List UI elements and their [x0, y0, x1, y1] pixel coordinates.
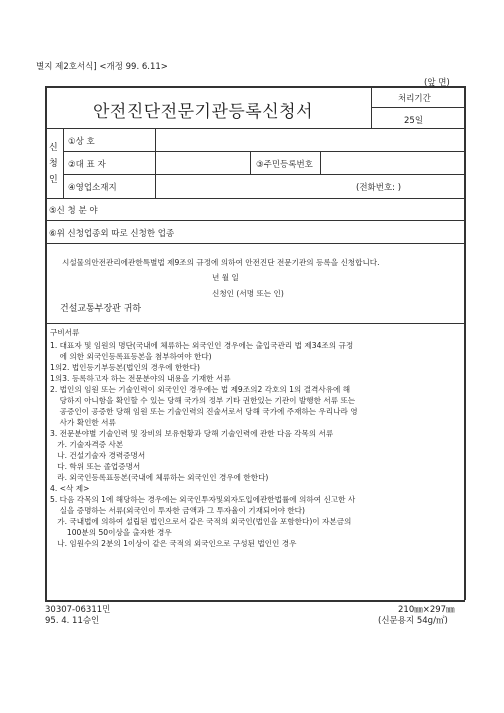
document-line: 2. 법인의 임원 또는 기술인력이 외국인인 경우에는 법 제9조의2 각호의 1의 결격사유에 해	[50, 385, 351, 394]
representative-label: ②대 표 자	[68, 160, 106, 170]
resident-number-label: ③주민등록번호	[256, 160, 313, 170]
document-line: 라. 외국인등록표등본(국내에 체류하는 외국인인 경우에 한한다)	[50, 473, 269, 482]
recipient-line: 건설교통부장관 귀하	[60, 304, 142, 314]
business-address-field[interactable]	[160, 177, 350, 195]
document-line: 1의2. 법인등기부등본(법인의 경우에 한한다)	[50, 363, 200, 372]
representative-field[interactable]	[160, 154, 246, 172]
document-line: 100분의 50이상을 출자한 경우	[50, 528, 172, 537]
document-line: 1의3. 등록하고자 하는 전문분야의 내용을 기재한 서류	[50, 374, 231, 383]
processing-period-label: 처리기간	[398, 94, 431, 104]
business-address-label: ④영업소재지	[68, 183, 117, 193]
form-title: 안전진단전문기관등록신청서	[93, 102, 313, 122]
application-field-input[interactable]	[130, 201, 460, 218]
document-line: 나. 건설기술자 경력증명서	[50, 451, 146, 460]
application-field-label: ⑤신 청 분 야	[49, 206, 98, 216]
documents-list	[50, 340, 358, 549]
footer-paper-type: (신문용지 54g/㎡)	[378, 616, 448, 626]
document-line: 가. 국내법에 의하여 설립된 법인으로서 같은 국적의 외국인(법인을 포함한다)이 자본금의	[50, 517, 352, 526]
footer-approval: 95. 4. 11승인	[45, 616, 100, 626]
date-line: 년 월 일	[212, 273, 239, 282]
document-line: 1. 대표자 및 임원의 명단(국내에 체류하는 외국인인 경우에는 출입국관리 법 제34조의 규정	[50, 341, 354, 350]
document-line: 3. 전문분야별 기술인력 및 장비의 보유현황과 당해 기술인력에 관한 다음 각목의 서류	[50, 429, 334, 438]
footer-form-code: 30307-06311민	[45, 605, 111, 615]
applicant-signature-line: 신청인 (서명 또는 인)	[212, 289, 284, 298]
document-line: 당하지 아니함을 확인할 수 있는 당해 국가의 정부 기타 권한있는 기관이 발행한 서류 또는	[50, 396, 356, 405]
document-line: 다. 학위 또는 졸업증명서	[50, 462, 141, 471]
page-side-label: (앞 면)	[424, 78, 450, 88]
application-statement: 시설물의안전관리에관한특별법 제9조의 규정에 의하여 안전진단 전문기관의 등록을 신청합니다.	[62, 258, 380, 267]
resident-number-field[interactable]	[325, 154, 461, 172]
document-line: 가. 기술자격증 사본	[50, 440, 124, 449]
document-line: 5. 다음 각목의 1에 해당하는 경우에는 외국인투자및외자도입에관한법률에 의하여 신고한 사	[50, 495, 356, 504]
trade-name-label: ①상 호	[68, 137, 95, 147]
trade-name-field[interactable]	[160, 131, 460, 149]
document-line: 실을 증명하는 서류(외국인이 투자한 금액과 그 투자율이 기재되어야 한다)	[50, 506, 305, 515]
footer-paper-size: 210㎜×297㎜	[398, 605, 455, 615]
form-number: 별지 제2호서식] <개정 99. 6.11>	[36, 62, 168, 72]
related-business-input[interactable]	[220, 224, 460, 241]
document-line: 사가 확인한 서류	[50, 418, 116, 427]
document-line: 나. 임원수의 2분의 1이상이 같은 국적의 외국인으로 구성된 법인인 경우	[50, 539, 297, 548]
document-line: 공증인이 공증한 당해 임원 또는 기술인력의 진술서로서 당해 국가에 주재하는 우리나라 영	[50, 407, 358, 416]
document-line: 에 의한 외국인등록표등본을 첨부하여야 한다)	[50, 352, 212, 361]
related-business-label: ⑥위 신청업종외 따로 신청한 업종	[49, 229, 175, 239]
phone-label: (전화번호: )	[356, 183, 402, 193]
document-line: 4. <삭 제>	[50, 484, 90, 493]
documents-heading: 구비서류	[50, 328, 80, 337]
processing-period-value: 25일	[404, 116, 424, 126]
